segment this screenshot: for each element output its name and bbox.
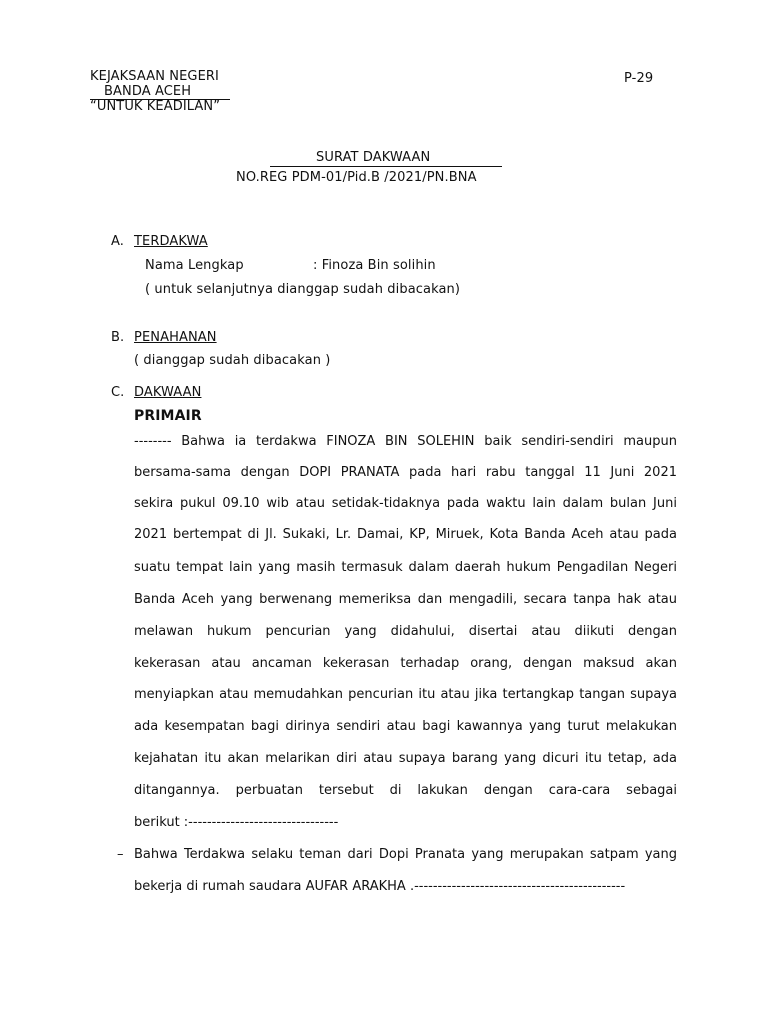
primair-heading: PRIMAIR: [134, 408, 202, 424]
section-b-heading: PENAHANAN: [134, 330, 217, 345]
bullet-marker: –: [117, 847, 124, 862]
office-name: KEJAKSAAN NEGERI: [90, 69, 219, 84]
paragraph-line: ada kesempatan bagi dirinya sendiri atau bagi kawannya yang turut melakukan: [134, 719, 677, 734]
document-title: SURAT DAKWAAN: [316, 150, 431, 165]
paragraph-line: Banda Aceh yang berwenang memeriksa dan mengadili, secara tanpa hak atau: [134, 592, 677, 607]
paragraph-line: -------- Bahwa ia terdakwa FINOZA BIN SOLEHIN baik sendiri-sendiri maupun: [134, 434, 677, 449]
paragraph-line: bersama-sama dengan DOPI PRANATA pada hari rabu tanggal 11 Juni 2021: [134, 465, 677, 480]
office-motto: “UNTUK KEADILAN”: [90, 99, 221, 114]
name-label: Nama Lengkap: [145, 258, 244, 273]
name-value: : Finoza Bin solihin: [313, 258, 436, 273]
section-a-note: ( untuk selanjutnya dianggap sudah dibacakan): [145, 282, 461, 297]
paragraph-line: melawan hukum pencurian yang didahului, disertai atau diikuti dengan: [134, 624, 677, 639]
section-a-letter: A.: [111, 234, 124, 249]
paragraph-line: kejahatan itu akan melarikan diri atau supaya barang yang dicuri itu tetap, ada: [134, 751, 677, 766]
paragraph-line: kekerasan atau ancaman kekerasan terhadap orang, dengan maksud akan: [134, 656, 677, 671]
section-a-heading: TERDAKWA: [134, 234, 208, 249]
form-code: P-29: [624, 71, 654, 86]
paragraph-line: suatu tempat lain yang masih termasuk dalam daerah hukum Pengadilan Negeri: [134, 560, 677, 575]
paragraph-line: menyiapkan atau memudahkan pencurian itu atau jika tertangkap tangan supaya: [134, 687, 677, 702]
section-b-letter: B.: [111, 330, 125, 345]
office-city: BANDA ACEH: [104, 84, 192, 99]
bullet-line: bekerja di rumah saudara AUFAR ARAKHA .---------------------------------------------: [134, 879, 626, 894]
title-rule: [270, 166, 502, 167]
section-b-note: ( dianggap sudah dibacakan ): [134, 353, 331, 368]
section-c-heading: DAKWAAN: [134, 385, 202, 400]
section-c-letter: C.: [111, 385, 125, 400]
bullet-line: Bahwa Terdakwa selaku teman dari Dopi Pranata yang merupakan satpam yang: [134, 847, 677, 862]
paragraph-line: 2021 bertempat di Jl. Sukaki, Lr. Damai, KP, Miruek, Kota Banda Aceh atau pada: [134, 527, 677, 542]
paragraph-line: sekira pukul 09.10 wib atau setidak-tidaknya pada waktu lain dalam bulan Juni: [134, 496, 677, 511]
registration-number: NO.REG PDM-01/Pid.B /2021/PN.BNA: [236, 170, 477, 185]
paragraph-line: ditangannya. perbuatan tersebut di lakukan dengan cara-cara sebagai: [134, 783, 677, 798]
paragraph-line: berikut :--------------------------------: [134, 815, 339, 830]
